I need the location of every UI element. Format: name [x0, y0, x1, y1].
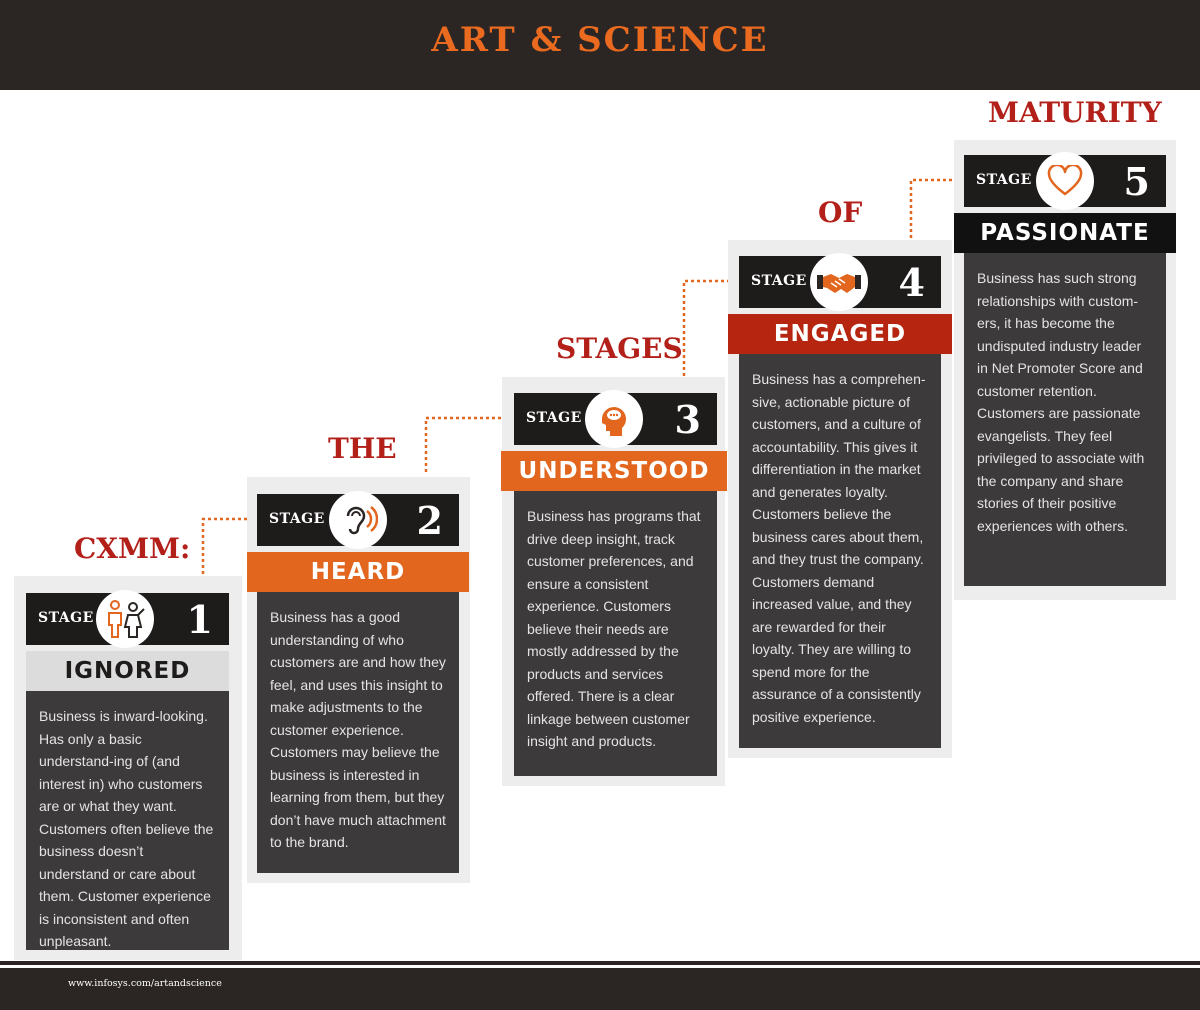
footer-url[interactable]: www.infosys.com/artandscience: [68, 978, 222, 989]
stage-5-number: 5: [1123, 159, 1150, 204]
stage-2-name: HEARD: [247, 552, 469, 592]
stage-2-header: [257, 494, 459, 546]
stage-3-label: STAGE: [526, 410, 582, 426]
stage-2-label: STAGE: [269, 511, 325, 527]
title-word-of: OF: [818, 196, 863, 229]
title-word-cxmm: CXMM:: [74, 532, 191, 565]
heart-icon: [1036, 152, 1094, 210]
stage-1-header: [26, 593, 229, 645]
page-title: ART & SCIENCE: [431, 20, 769, 60]
footer-bar: [0, 968, 1200, 1010]
stage-4-label: STAGE: [751, 273, 807, 289]
footer-rule: [0, 961, 1200, 965]
stage-3-name: UNDERSTOOD: [501, 451, 727, 491]
stage-5-name: PASSIONATE: [954, 213, 1176, 253]
title-word-maturity: MATURITY: [988, 96, 1162, 129]
people-icon: [96, 590, 154, 648]
stage-2-number: 2: [416, 498, 443, 543]
stage-1-number: 1: [186, 597, 213, 642]
stage-5-description: Business has such strong relationships with custom-ers, it has become the undisputed industry leader in Net Promoter Score and customer retention. Customers are passionate evangelists. They feel privileged to associate with the company and share stories of their positive experiences with others.: [964, 253, 1166, 586]
title-word-stages: STAGES: [556, 332, 683, 365]
stage-1-name: IGNORED: [26, 651, 229, 691]
stage-5-label: STAGE: [976, 172, 1032, 188]
stage-3-header: [514, 393, 717, 445]
stage-1-description: Business is inward-looking. Has only a basic understand-ing of (and interest in) who customers are or what they want. Customers often believe the business doesn’t understand or care about them. Customer experience is inconsistent and often unpleasant.: [26, 691, 229, 950]
stage-4-header: [739, 256, 941, 308]
stage-3-description: Business has programs that drive deep insight, track customer preferences, and ensure a consistent experience. Customers believe their needs are mostly addressed by the products and services offered. There is a clear linkage between customer insight and products.: [514, 491, 717, 776]
stage-2-description: Business has a good understanding of who customers are and how they feel, and uses this insight to make adjustments to the customer experience. Customers may believe the business is interested in learning from them, but they don’t have much attachment to the brand.: [257, 592, 459, 873]
stage-1-label: STAGE: [38, 610, 94, 626]
ear-icon: [329, 491, 387, 549]
handshake-icon: [810, 253, 868, 311]
stage-4-name: ENGAGED: [728, 314, 952, 354]
stage-4-description: Business has a comprehen-sive, actionable picture of customers, and a culture of accountability. This gives it differentiation in the market and generates loyalty. Customers believe the business cares about them, and they trust the company. Customers demand increased value, and they are rewarded for their loyalty. They are willing to spend more for the assurance of a consistently positive experience.: [739, 354, 941, 748]
stage-5-header: [964, 155, 1166, 207]
stage-3-number: 3: [674, 397, 701, 442]
title-word-the: THE: [328, 432, 397, 465]
head-thought-icon: [585, 390, 643, 448]
stage-4-number: 4: [898, 260, 925, 305]
